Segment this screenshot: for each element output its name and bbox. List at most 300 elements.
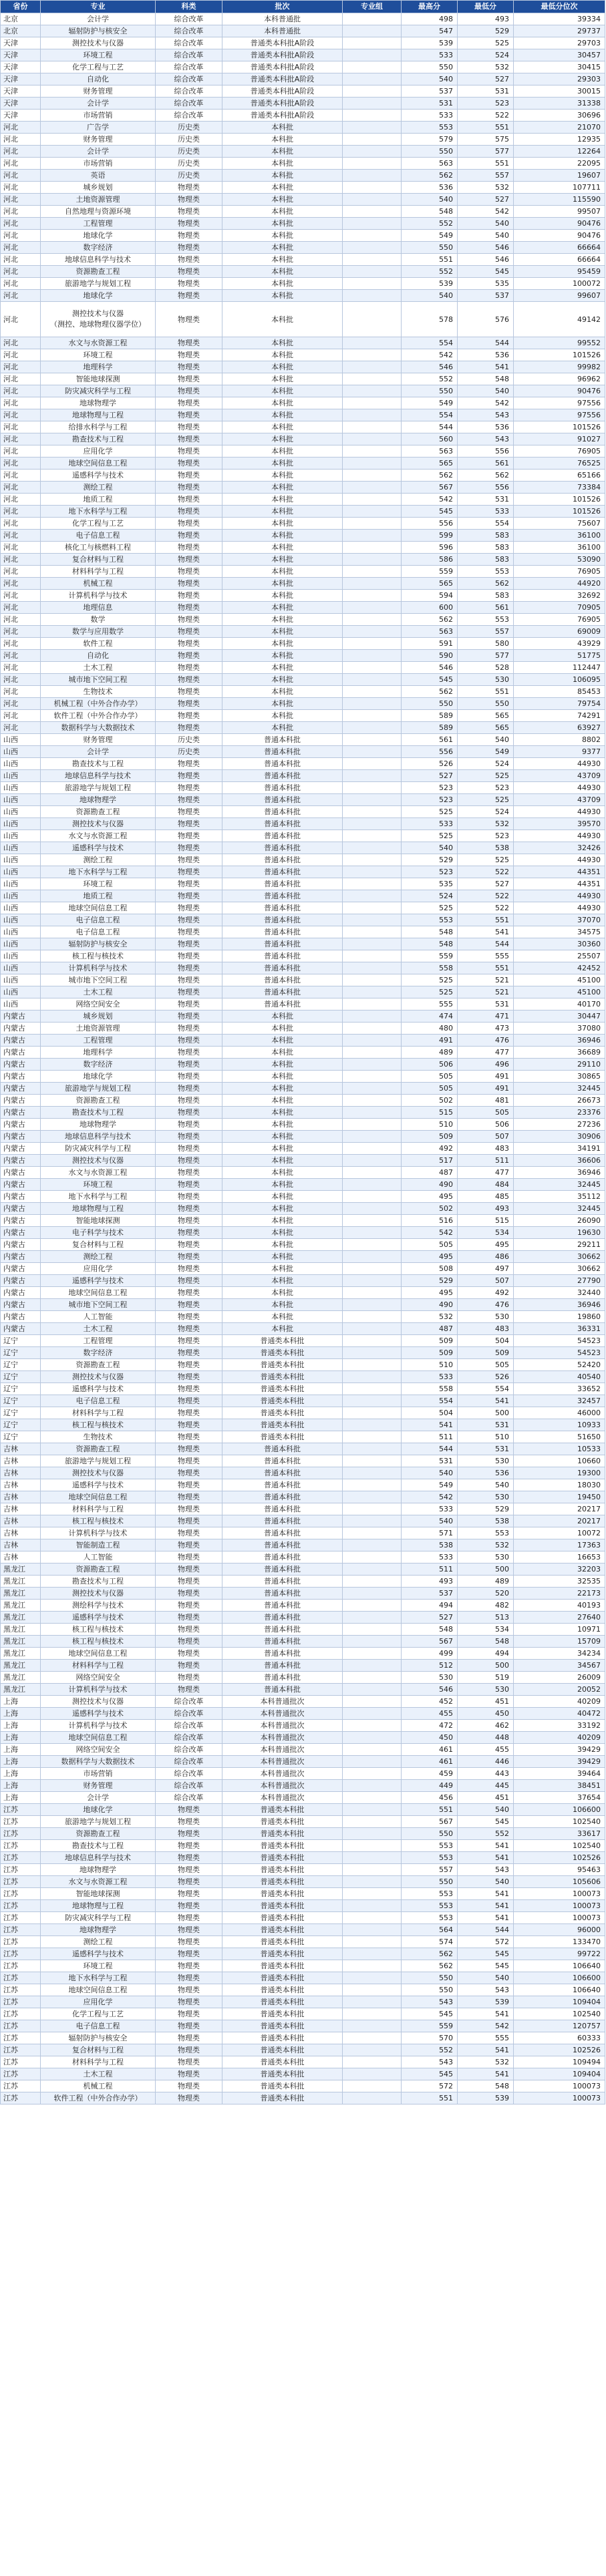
table-row — [1, 1275, 605, 1287]
cell-batch: 本科批 — [222, 361, 343, 373]
cell-batch: 本科批 — [222, 1119, 343, 1131]
cell-major: 地球空间信息工程 — [41, 1648, 156, 1660]
cell-min-rank: 30360 — [514, 938, 605, 950]
cell-max-score: 542 — [402, 1491, 458, 1503]
table-row — [1, 1311, 605, 1323]
cell-min-score: 535 — [458, 278, 514, 290]
cell-min-score: 554 — [458, 518, 514, 530]
cell-province: 辽宁 — [1, 1407, 41, 1419]
cell-min-rank: 44351 — [514, 878, 605, 890]
cell-min-rank: 35112 — [514, 1191, 605, 1203]
cell-max-score: 596 — [402, 542, 458, 554]
cell-province: 内蒙古 — [1, 1287, 41, 1299]
cell-province: 内蒙古 — [1, 1215, 41, 1227]
cell-province: 江苏 — [1, 2056, 41, 2068]
cell-batch: 本科批 — [222, 182, 343, 194]
cell-batch: 本科批 — [222, 397, 343, 409]
cell-major-group — [343, 2056, 402, 2068]
cell-max-score: 562 — [402, 470, 458, 482]
cell-province: 黑龙江 — [1, 1588, 41, 1600]
cell-min-rank: 23376 — [514, 1107, 605, 1119]
cell-subject: 物理类 — [156, 1251, 222, 1263]
cell-subject: 综合改革 — [156, 73, 222, 85]
cell-major-group — [343, 890, 402, 902]
cell-major: 测控技术与仪器 — [41, 37, 156, 49]
cell-major: 复合材料与工程 — [41, 554, 156, 566]
cell-batch: 本科批 — [222, 373, 343, 385]
cell-batch: 本科批 — [222, 134, 343, 146]
cell-min-rank: 20217 — [514, 1503, 605, 1515]
cell-province: 吉林 — [1, 1551, 41, 1563]
cell-subject: 物理类 — [156, 902, 222, 914]
cell-min-score: 541 — [458, 2008, 514, 2020]
cell-major: 环境工程 — [41, 878, 156, 890]
cell-max-score: 515 — [402, 1107, 458, 1119]
cell-subject: 物理类 — [156, 578, 222, 590]
cell-subject: 物理类 — [156, 1383, 222, 1395]
cell-major: 市场营销 — [41, 1768, 156, 1780]
cell-min-score: 576 — [458, 302, 514, 337]
table-row — [1, 1215, 605, 1227]
cell-major: 数字经济 — [41, 1059, 156, 1071]
cell-province: 辽宁 — [1, 1371, 41, 1383]
cell-province: 江苏 — [1, 1960, 41, 1972]
cell-major-group — [343, 1311, 402, 1323]
cell-province: 天津 — [1, 49, 41, 61]
cell-subject: 物理类 — [156, 1551, 222, 1563]
cell-subject: 物理类 — [156, 1527, 222, 1539]
cell-min-rank: 12935 — [514, 134, 605, 146]
cell-min-rank: 39334 — [514, 13, 605, 25]
cell-batch: 普通类本科批 — [222, 1960, 343, 1972]
cell-max-score: 556 — [402, 518, 458, 530]
cell-province: 吉林 — [1, 1491, 41, 1503]
cell-max-score: 523 — [402, 794, 458, 806]
cell-min-rank: 107711 — [514, 182, 605, 194]
cell-max-score: 461 — [402, 1744, 458, 1756]
cell-min-score: 541 — [458, 2044, 514, 2056]
header-major: 专业 — [41, 1, 156, 13]
cell-major: 遥感科学与技术 — [41, 1612, 156, 1624]
cell-subject: 物理类 — [156, 218, 222, 230]
cell-min-score: 495 — [458, 1239, 514, 1251]
cell-subject: 物理类 — [156, 1095, 222, 1107]
cell-batch: 普通类本科批A阶段 — [222, 110, 343, 122]
cell-batch: 普通本科批 — [222, 938, 343, 950]
cell-min-score: 540 — [458, 218, 514, 230]
cell-min-rank: 32692 — [514, 590, 605, 602]
cell-major-group — [343, 1624, 402, 1636]
table-row — [1, 998, 605, 1010]
cell-province: 山西 — [1, 830, 41, 842]
cell-major-group — [343, 278, 402, 290]
cell-subject: 物理类 — [156, 530, 222, 542]
cell-min-rank: 100073 — [514, 1900, 605, 1912]
cell-major: 会计学 — [41, 13, 156, 25]
cell-subject: 物理类 — [156, 2056, 222, 2068]
cell-province: 山西 — [1, 962, 41, 974]
table-row — [1, 986, 605, 998]
cell-major: 化学工程与工艺 — [41, 61, 156, 73]
cell-province: 上海 — [1, 1744, 41, 1756]
cell-batch: 普通本科批 — [222, 1600, 343, 1612]
table-row — [1, 1059, 605, 1071]
cell-major: 广告学 — [41, 122, 156, 134]
table-row — [1, 854, 605, 866]
cell-max-score: 545 — [402, 2068, 458, 2080]
cell-major-group — [343, 974, 402, 986]
cell-major: 遥感科学与技术 — [41, 842, 156, 854]
cell-subject: 物理类 — [156, 1215, 222, 1227]
cell-subject: 物理类 — [156, 1407, 222, 1419]
table-row — [1, 566, 605, 578]
cell-min-score: 543 — [458, 433, 514, 445]
cell-subject: 物理类 — [156, 1083, 222, 1095]
cell-province: 黑龙江 — [1, 1600, 41, 1612]
cell-batch: 本科批 — [222, 566, 343, 578]
table-row — [1, 938, 605, 950]
cell-batch: 本科批 — [222, 554, 343, 566]
cell-batch: 本科批 — [222, 686, 343, 698]
cell-max-score: 525 — [402, 902, 458, 914]
cell-max-score: 552 — [402, 373, 458, 385]
cell-major-group — [343, 2092, 402, 2104]
cell-subject: 物理类 — [156, 457, 222, 470]
cell-batch: 本科批 — [222, 1143, 343, 1155]
cell-subject: 物理类 — [156, 506, 222, 518]
cell-province: 内蒙古 — [1, 1299, 41, 1311]
cell-min-rank: 36100 — [514, 530, 605, 542]
cell-province: 吉林 — [1, 1515, 41, 1527]
table-row — [1, 1624, 605, 1636]
cell-batch: 本科批 — [222, 290, 343, 302]
cell-min-rank: 109404 — [514, 1996, 605, 2008]
cell-major-group — [343, 49, 402, 61]
cell-min-score: 551 — [458, 686, 514, 698]
cell-min-rank: 44930 — [514, 890, 605, 902]
cell-min-score: 522 — [458, 890, 514, 902]
cell-major-group — [343, 2032, 402, 2044]
cell-major: 防灾减灾科学与工程 — [41, 1143, 156, 1155]
cell-subject: 物理类 — [156, 361, 222, 373]
cell-min-score: 531 — [458, 1443, 514, 1455]
cell-min-score: 477 — [458, 1167, 514, 1179]
cell-subject: 物理类 — [156, 626, 222, 638]
cell-major-group — [343, 578, 402, 590]
cell-batch: 本科批 — [222, 254, 343, 266]
cell-max-score: 552 — [402, 266, 458, 278]
cell-major: 辐射防护与核安全 — [41, 2032, 156, 2044]
cell-province: 北京 — [1, 13, 41, 25]
cell-batch: 普通本科批 — [222, 1503, 343, 1515]
cell-major: 旅游地学与规划工程 — [41, 1816, 156, 1828]
cell-subject: 物理类 — [156, 482, 222, 494]
cell-subject: 物理类 — [156, 1239, 222, 1251]
cell-batch: 普通类本科批 — [222, 1407, 343, 1419]
cell-batch: 本科批 — [222, 385, 343, 397]
cell-min-score: 484 — [458, 1179, 514, 1191]
cell-batch: 普通本科批 — [222, 734, 343, 746]
cell-min-score: 550 — [458, 698, 514, 710]
table-row — [1, 361, 605, 373]
cell-min-score: 540 — [458, 1804, 514, 1816]
cell-batch: 普通类本科批 — [222, 2044, 343, 2056]
cell-min-rank: 76525 — [514, 457, 605, 470]
cell-min-score: 520 — [458, 1588, 514, 1600]
table-row — [1, 1479, 605, 1491]
table-row — [1, 1251, 605, 1263]
cell-province: 河北 — [1, 494, 41, 506]
cell-major: 机械工程 — [41, 2080, 156, 2092]
cell-batch: 本科批 — [222, 1323, 343, 1335]
cell-min-rank: 29703 — [514, 37, 605, 49]
cell-subject: 物理类 — [156, 2008, 222, 2020]
cell-max-score: 546 — [402, 361, 458, 373]
cell-major-group — [343, 61, 402, 73]
cell-batch: 本科批 — [222, 266, 343, 278]
cell-max-score: 550 — [402, 1984, 458, 1996]
table-row — [1, 542, 605, 554]
cell-min-rank: 15709 — [514, 1636, 605, 1648]
cell-province: 黑龙江 — [1, 1672, 41, 1684]
cell-min-score: 541 — [458, 1852, 514, 1864]
cell-subject: 物理类 — [156, 1455, 222, 1467]
table-row — [1, 2092, 605, 2104]
cell-major-group — [343, 1143, 402, 1155]
cell-subject: 物理类 — [156, 2068, 222, 2080]
table-row — [1, 1167, 605, 1179]
cell-batch: 普通类本科批 — [222, 1419, 343, 1431]
cell-min-rank: 10533 — [514, 1443, 605, 1455]
cell-batch: 本科批 — [222, 1203, 343, 1215]
cell-major-group — [343, 1203, 402, 1215]
cell-subject: 物理类 — [156, 1419, 222, 1431]
cell-batch: 本科批 — [222, 650, 343, 662]
cell-major: 防灾减灾科学与工程 — [41, 1912, 156, 1924]
table-row — [1, 1203, 605, 1215]
table-row — [1, 457, 605, 470]
cell-major-group — [343, 1119, 402, 1131]
table-row — [1, 950, 605, 962]
cell-max-score: 545 — [402, 2008, 458, 2020]
cell-subject: 物理类 — [156, 1648, 222, 1660]
cell-min-rank: 32426 — [514, 842, 605, 854]
cell-province: 上海 — [1, 1756, 41, 1768]
table-row — [1, 1131, 605, 1143]
cell-min-score: 541 — [458, 1395, 514, 1407]
cell-subject: 物理类 — [156, 638, 222, 650]
table-row — [1, 1179, 605, 1191]
cell-province: 河北 — [1, 650, 41, 662]
cell-province: 内蒙古 — [1, 1107, 41, 1119]
table-row — [1, 385, 605, 397]
cell-min-score: 553 — [458, 614, 514, 626]
table-row — [1, 230, 605, 242]
cell-min-score: 506 — [458, 1119, 514, 1131]
cell-major: 测绘工程 — [41, 854, 156, 866]
cell-major: 智能地球探测 — [41, 1215, 156, 1227]
table-row — [1, 1395, 605, 1407]
cell-min-score: 448 — [458, 1732, 514, 1744]
cell-subject: 物理类 — [156, 409, 222, 421]
cell-major-group — [343, 1263, 402, 1275]
table-row — [1, 614, 605, 626]
cell-batch: 本科普通批次 — [222, 1768, 343, 1780]
cell-major: 工程管理 — [41, 218, 156, 230]
cell-major: 材料科学与工程 — [41, 1407, 156, 1419]
cell-min-rank: 43709 — [514, 794, 605, 806]
cell-min-rank: 44930 — [514, 782, 605, 794]
cell-max-score: 541 — [402, 1419, 458, 1431]
cell-min-rank: 32535 — [514, 1576, 605, 1588]
cell-province: 内蒙古 — [1, 1131, 41, 1143]
cell-batch: 本科批 — [222, 1251, 343, 1263]
cell-min-rank: 37080 — [514, 1023, 605, 1035]
cell-batch: 本科批 — [222, 590, 343, 602]
cell-major: 地球物理与工程 — [41, 409, 156, 421]
cell-max-score: 548 — [402, 1624, 458, 1636]
cell-major: 地球信息科学与技术 — [41, 1852, 156, 1864]
cell-min-rank: 79754 — [514, 698, 605, 710]
cell-major-group — [343, 902, 402, 914]
cell-major-group — [343, 1924, 402, 1936]
header-subject: 科类 — [156, 1, 222, 13]
table-row — [1, 1588, 605, 1600]
cell-min-rank: 99507 — [514, 206, 605, 218]
cell-province: 河北 — [1, 290, 41, 302]
cell-province: 河北 — [1, 530, 41, 542]
cell-province: 江苏 — [1, 2032, 41, 2044]
cell-batch: 普通类本科批 — [222, 2020, 343, 2032]
cell-batch: 本科普通批次 — [222, 1756, 343, 1768]
table-row — [1, 866, 605, 878]
cell-min-rank: 76905 — [514, 566, 605, 578]
cell-batch: 本科批 — [222, 1191, 343, 1203]
cell-subject: 物理类 — [156, 590, 222, 602]
cell-major: 环境工程 — [41, 349, 156, 361]
cell-province: 河北 — [1, 194, 41, 206]
cell-batch: 本科批 — [222, 1083, 343, 1095]
cell-min-rank: 106600 — [514, 1972, 605, 1984]
cell-batch: 本科普通批次 — [222, 1792, 343, 1804]
cell-major-group — [343, 1107, 402, 1119]
cell-min-score: 540 — [458, 734, 514, 746]
cell-major-group — [343, 230, 402, 242]
cell-max-score: 509 — [402, 1347, 458, 1359]
cell-batch: 普通本科批 — [222, 1551, 343, 1563]
cell-province: 黑龙江 — [1, 1684, 41, 1696]
cell-min-rank: 101526 — [514, 494, 605, 506]
cell-min-rank: 17363 — [514, 1539, 605, 1551]
cell-major: 测控技术与仪器 — [41, 818, 156, 830]
table-row — [1, 974, 605, 986]
cell-min-score: 543 — [458, 409, 514, 421]
cell-max-score: 544 — [402, 421, 458, 433]
cell-min-rank: 27790 — [514, 1275, 605, 1287]
cell-major: 城市地下空间工程 — [41, 674, 156, 686]
cell-min-rank: 44920 — [514, 578, 605, 590]
cell-province: 山西 — [1, 974, 41, 986]
cell-major-group — [343, 146, 402, 158]
cell-min-rank: 33192 — [514, 1720, 605, 1732]
table-row — [1, 242, 605, 254]
cell-batch: 普通类本科批 — [222, 2092, 343, 2104]
cell-max-score: 542 — [402, 349, 458, 361]
table-row — [1, 1551, 605, 1563]
cell-major-group — [343, 1407, 402, 1419]
cell-major-group — [343, 1708, 402, 1720]
table-row — [1, 1010, 605, 1023]
table-row — [1, 397, 605, 409]
cell-major: 人工智能 — [41, 1551, 156, 1563]
cell-subject: 物理类 — [156, 1347, 222, 1359]
cell-min-rank: 97556 — [514, 397, 605, 409]
cell-major: 会计学 — [41, 98, 156, 110]
cell-max-score: 562 — [402, 1960, 458, 1972]
cell-min-rank: 99552 — [514, 337, 605, 349]
cell-province: 河北 — [1, 482, 41, 494]
cell-max-score: 559 — [402, 566, 458, 578]
cell-major: 地球化学 — [41, 1071, 156, 1083]
cell-min-score: 580 — [458, 638, 514, 650]
cell-min-rank: 12264 — [514, 146, 605, 158]
cell-min-score: 541 — [458, 1900, 514, 1912]
cell-major: 数学与应用数学 — [41, 626, 156, 638]
cell-max-score: 551 — [402, 254, 458, 266]
table-row — [1, 254, 605, 266]
cell-max-score: 565 — [402, 578, 458, 590]
cell-major: 土地资源管理 — [41, 1023, 156, 1035]
cell-subject: 物理类 — [156, 2044, 222, 2056]
cell-min-rank: 19860 — [514, 1311, 605, 1323]
cell-major: 电子信息工程 — [41, 1395, 156, 1407]
cell-batch: 普通类本科批 — [222, 1816, 343, 1828]
cell-max-score: 543 — [402, 2056, 458, 2068]
cell-min-rank: 102540 — [514, 1816, 605, 1828]
cell-province: 山西 — [1, 950, 41, 962]
cell-min-score: 450 — [458, 1708, 514, 1720]
cell-min-score: 451 — [458, 1792, 514, 1804]
cell-major-group — [343, 1840, 402, 1852]
cell-major: 防灾减灾科学与工程 — [41, 385, 156, 397]
cell-min-score: 546 — [458, 254, 514, 266]
table-row — [1, 914, 605, 926]
cell-major: 地球空间信息工程 — [41, 1732, 156, 1744]
cell-province: 山西 — [1, 926, 41, 938]
cell-province: 河北 — [1, 638, 41, 650]
cell-major-group — [343, 1167, 402, 1179]
cell-major-group — [343, 242, 402, 254]
cell-province: 河北 — [1, 433, 41, 445]
cell-province: 河北 — [1, 122, 41, 134]
cell-max-score: 505 — [402, 1239, 458, 1251]
cell-major-group — [343, 1984, 402, 1996]
cell-major: 资源勘查工程 — [41, 1095, 156, 1107]
cell-batch: 普通类本科批 — [222, 1359, 343, 1371]
cell-subject: 物理类 — [156, 2080, 222, 2092]
cell-min-score: 482 — [458, 1600, 514, 1612]
cell-province: 江苏 — [1, 1912, 41, 1924]
cell-max-score: 586 — [402, 554, 458, 566]
cell-max-score: 562 — [402, 170, 458, 182]
cell-min-rank: 25507 — [514, 950, 605, 962]
cell-min-score: 527 — [458, 194, 514, 206]
cell-batch: 本科批 — [222, 1239, 343, 1251]
table-row — [1, 1419, 605, 1431]
cell-max-score: 554 — [402, 337, 458, 349]
cell-major: 环境工程 — [41, 1960, 156, 1972]
cell-batch: 本科批 — [222, 1059, 343, 1071]
